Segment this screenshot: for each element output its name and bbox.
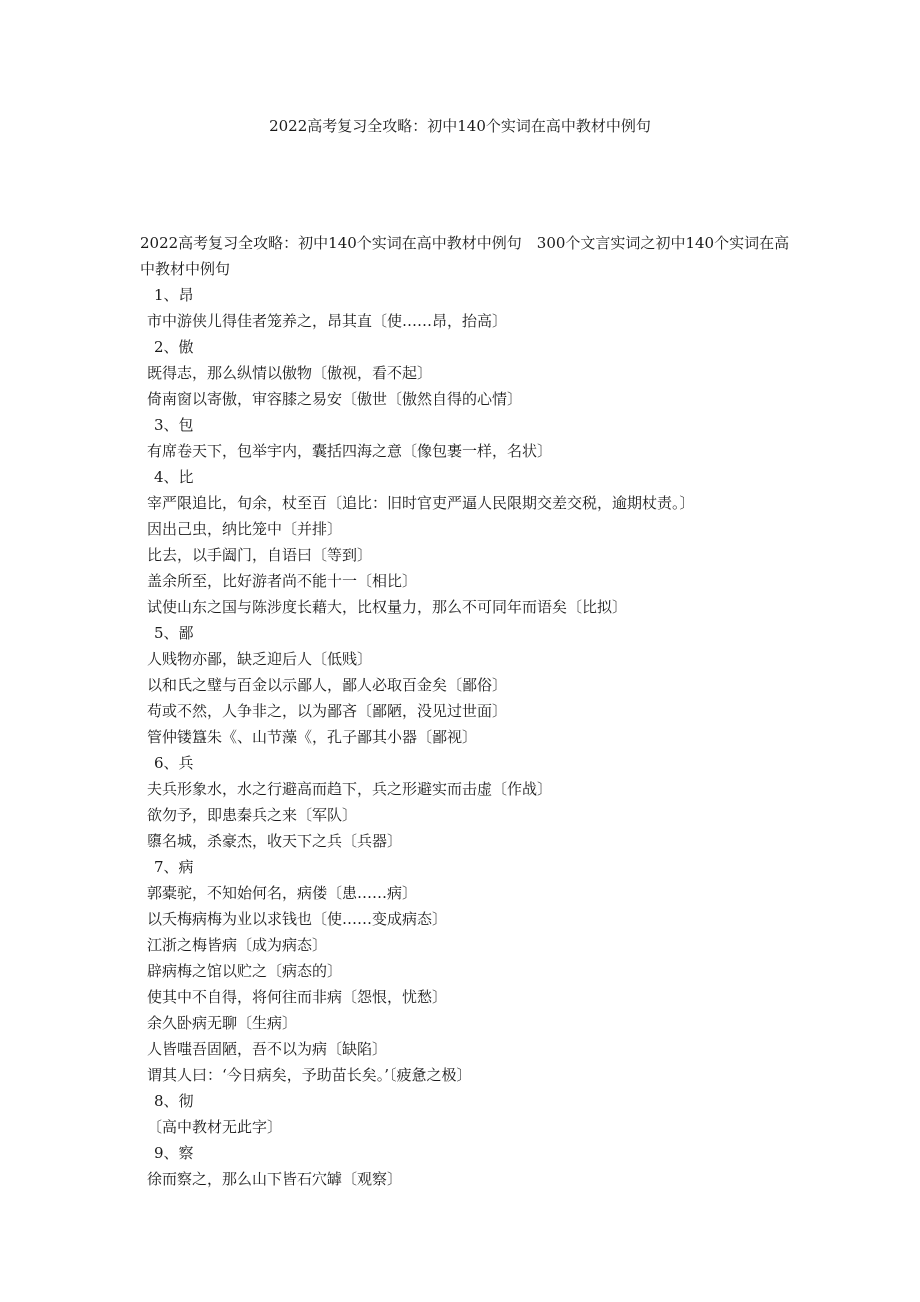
entry-example: 苟或不然，人争非之，以为鄙吝〔鄙陋，没见过世面〕 bbox=[147, 702, 508, 720]
entry-example: 宰严限追比，旬余，杖至百〔追比：旧时官吏严逼人民限期交差交税，逾期杖责。〕 bbox=[147, 494, 695, 512]
entry-heading: 7、病 bbox=[154, 858, 194, 876]
entry-heading: 5、鄙 bbox=[154, 624, 194, 642]
entry-example: 谓其人曰：‘今日病矣，予助苗长矣。’〔疲惫之极〕 bbox=[147, 1066, 472, 1084]
entry-example: 试使山东之国与陈涉度长藉大，比权量力，那么不可同年而语矣〔比拟〕 bbox=[147, 598, 628, 616]
entry-example: 管仲镂簋朱《、山节藻《，孔子鄙其小器〔鄙视〕 bbox=[147, 728, 478, 746]
entry-example: 徐而察之，那么山下皆石穴罅〔观察〕 bbox=[147, 1170, 403, 1188]
entry-example: 以夭梅病梅为业以求钱也〔使……变成病态〕 bbox=[147, 910, 448, 928]
entry-example: 比去，以手阖门，自语曰〔等到〕 bbox=[147, 546, 373, 564]
entry-example: 郭橐驼，不知始何名，病偻〔患……病〕 bbox=[147, 884, 418, 902]
entry-example: 余久卧病无聊〔生病〕 bbox=[147, 1014, 298, 1032]
entry-example: 〔高中教材无此字〕 bbox=[147, 1118, 283, 1136]
entry-heading: 9、察 bbox=[154, 1144, 194, 1162]
entry-example: 既得志，那么纵情以傲物〔傲视，看不起〕 bbox=[147, 364, 433, 382]
entry-example: 欲勿予，即患秦兵之来〔军队〕 bbox=[147, 806, 358, 824]
entry-heading: 3、包 bbox=[154, 416, 194, 434]
entry-heading: 6、兵 bbox=[154, 754, 194, 772]
entry-example: 倚南窗以寄傲，审容膝之易安〔傲世〔傲然自得的心情〕 bbox=[147, 390, 523, 408]
entry-list bbox=[140, 282, 800, 1192]
page-title: 2022高考复习全攻略：初中140个实词在高中教材中例句 bbox=[269, 117, 651, 135]
entry-heading: 1、昂 bbox=[154, 286, 194, 304]
entry-example: 江浙之梅皆病〔成为病态〕 bbox=[147, 936, 328, 954]
entry-example: 因出己虫，纳比笼中〔并排〕 bbox=[147, 520, 343, 538]
entry-heading: 2、傲 bbox=[154, 338, 194, 356]
entry-example: 人皆嗤吾固陋，吾不以为病〔缺陷〕 bbox=[147, 1040, 388, 1058]
entry-example: 辟病梅之馆以贮之〔病态的〕 bbox=[147, 962, 343, 980]
entry-example: 市中游侠儿得佳者笼养之，昂其直〔使……昂，抬高〕 bbox=[147, 312, 508, 330]
entry-heading: 8、彻 bbox=[154, 1092, 194, 1110]
entry-example: 隳名城，杀豪杰，收天下之兵〔兵器〕 bbox=[147, 832, 403, 850]
intro-paragraph: 2022高考复习全攻略：初中140个实词在高中教材中例句 300个文言实词之初中140个实词在高中教材中例句 bbox=[140, 234, 790, 278]
entry-example: 有席卷天下，包举宇内，囊括四海之意〔像包裹一样，名状〕 bbox=[147, 442, 553, 460]
entry-example: 使其中不自得，将何往而非病〔怨恨，忧愁〕 bbox=[147, 988, 448, 1006]
entry-example: 以和氏之璧与百金以示鄙人，鄙人必取百金矣〔鄙俗〕 bbox=[147, 676, 508, 694]
entry-example: 盖余所至，比好游者尚不能十一〔相比〕 bbox=[147, 572, 418, 590]
entry-heading: 4、比 bbox=[154, 468, 194, 486]
entry-example: 人贱物亦鄙，缺乏迎后人〔低贱〕 bbox=[147, 650, 373, 668]
entry-example: 夫兵形象水，水之行避高而趋下，兵之形避实而击虚〔作战〕 bbox=[147, 780, 553, 798]
